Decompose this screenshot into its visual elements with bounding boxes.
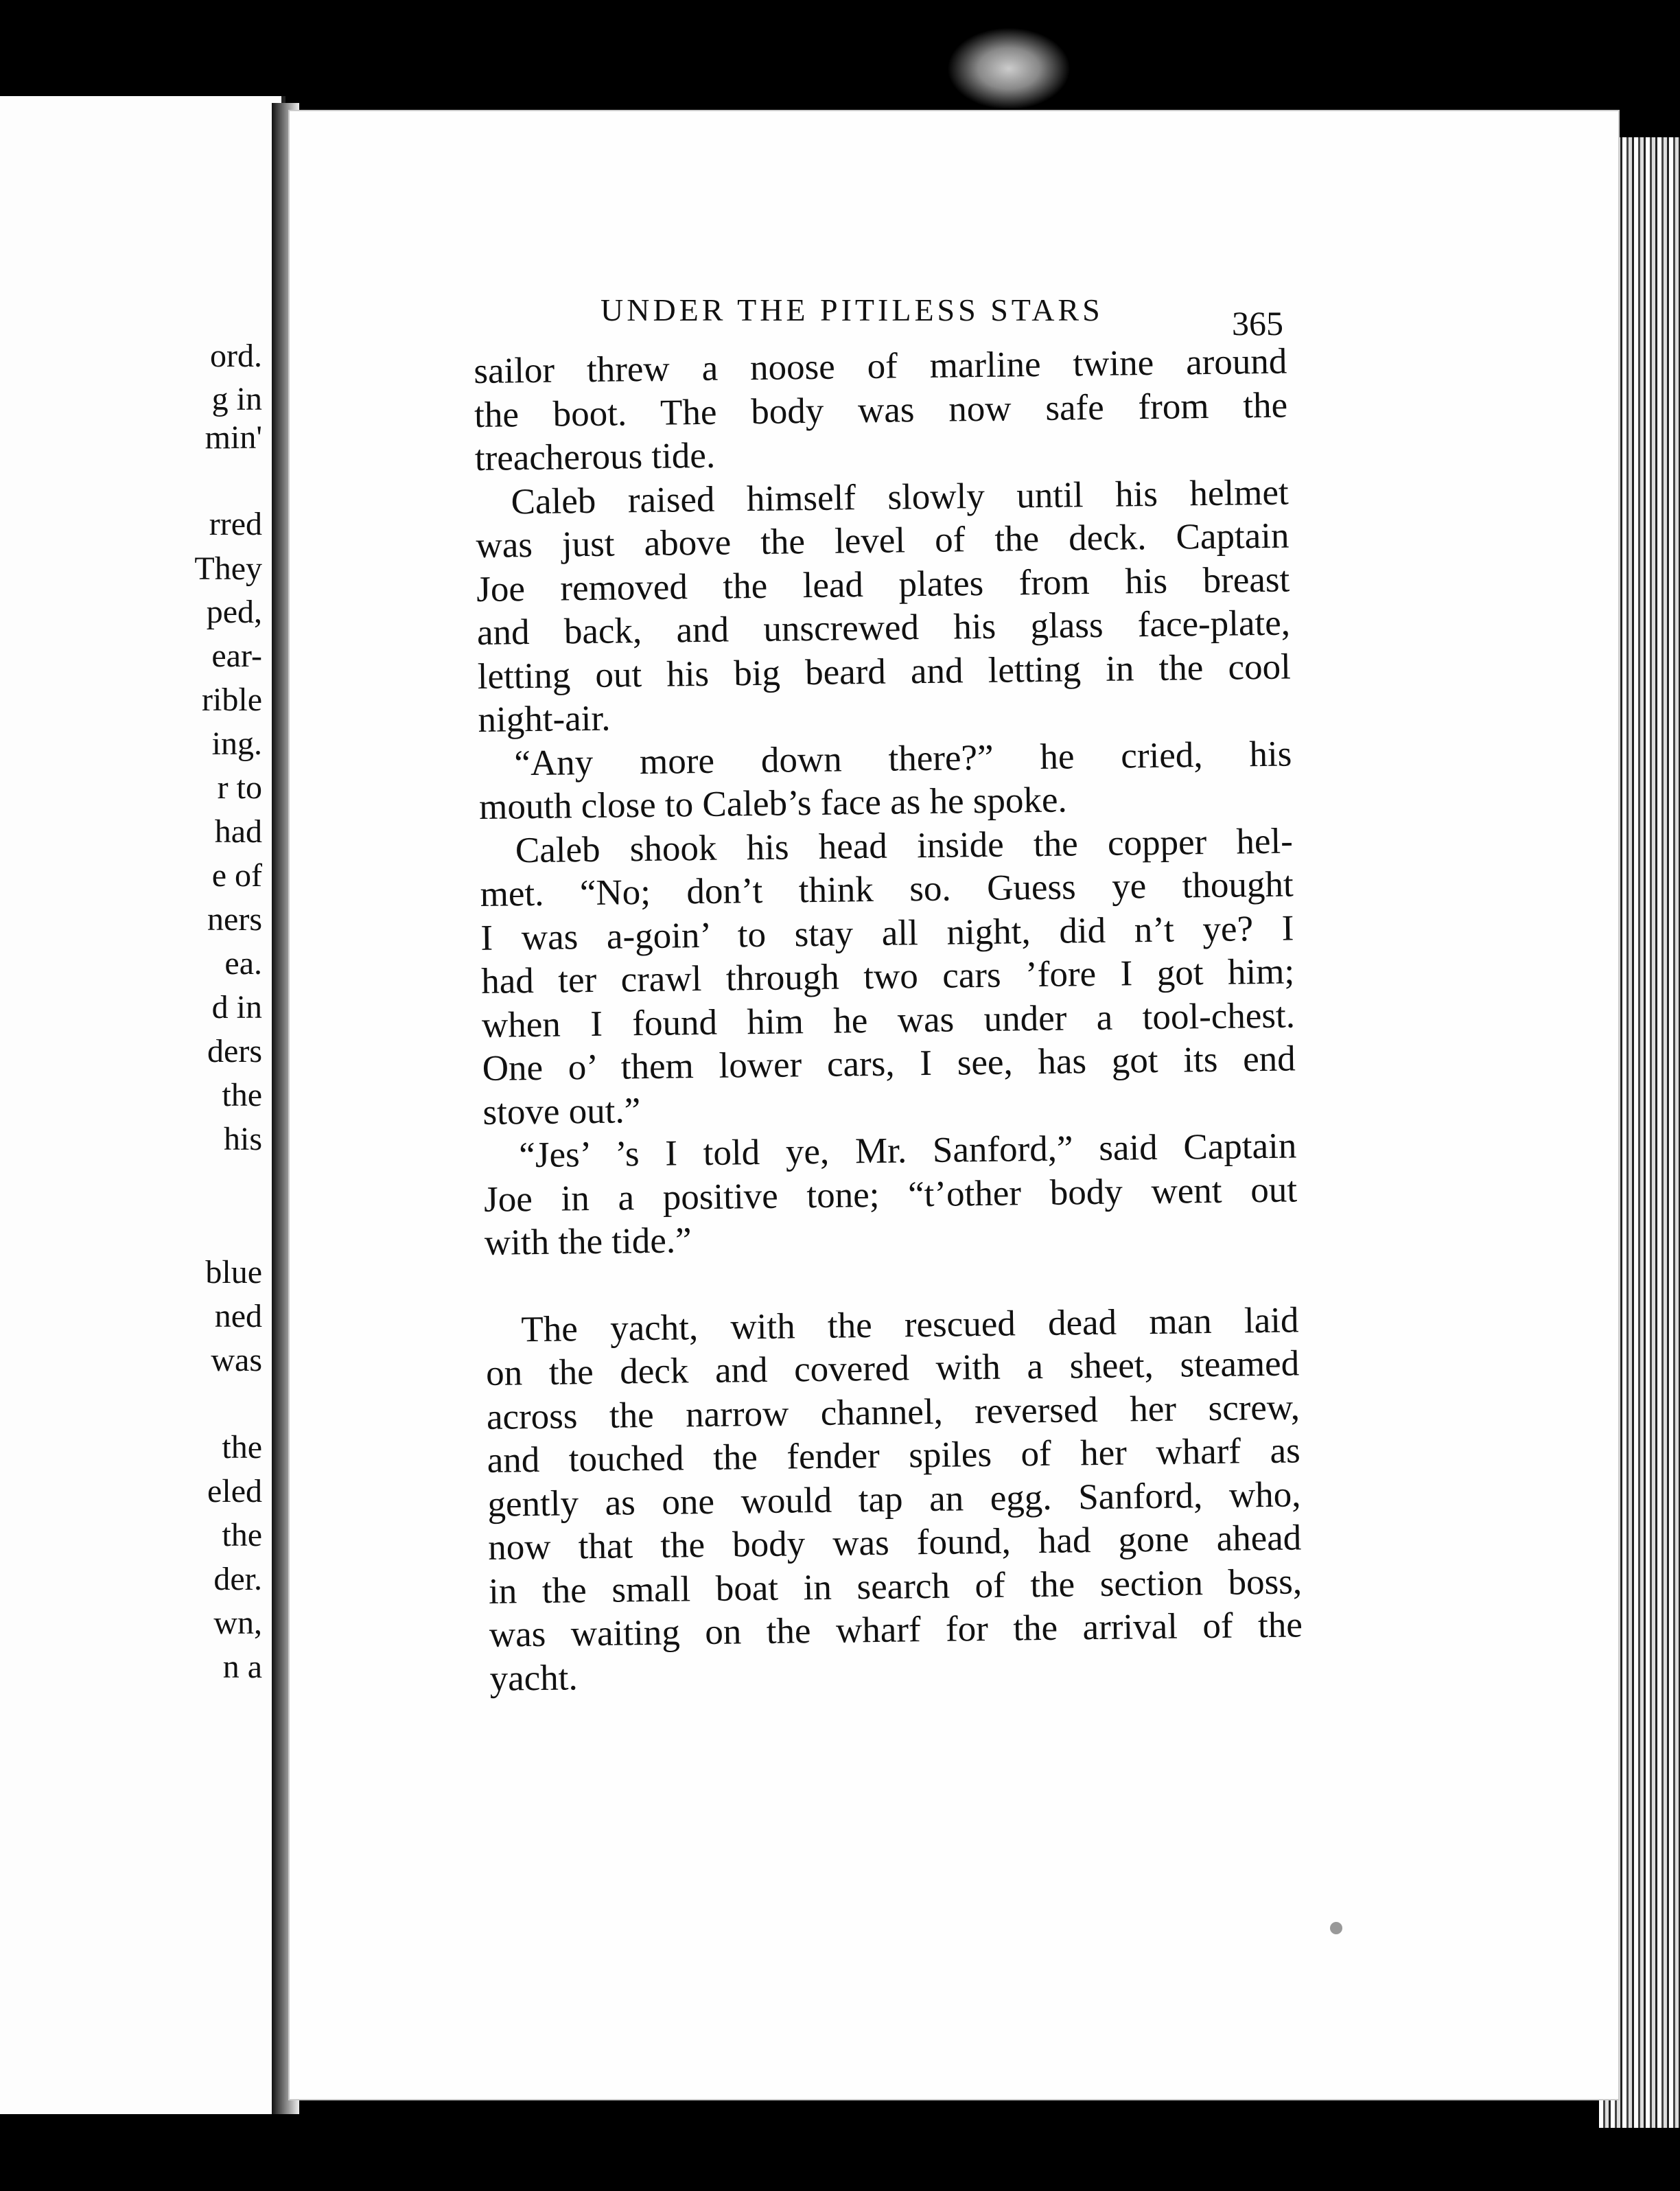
- text-line: and touched the fender spiles of her wharf as: [487, 1430, 1301, 1481]
- left-fragment: blue: [205, 1254, 262, 1290]
- body-text: [474, 340, 1303, 1701]
- left-fragment: the: [222, 1077, 262, 1113]
- text-line: night-air.: [478, 698, 611, 740]
- left-fragment: They: [194, 550, 262, 587]
- text-line: with the tide.”: [484, 1220, 692, 1263]
- page-number: 365: [1232, 304, 1283, 343]
- text-line: letting out his big beard and letting in the cool: [477, 646, 1292, 697]
- left-fragment: his: [223, 1121, 262, 1157]
- left-fragment: ners: [207, 901, 262, 938]
- text-line: I was a-goin’ to stay all night, did n’t ye? I: [480, 907, 1294, 958]
- text-line: mouth close to Caleb’s face as he spoke.: [478, 780, 1068, 827]
- left-fragment: ned: [214, 1298, 262, 1334]
- left-fragment: wn,: [213, 1605, 262, 1641]
- text-line: Joe removed the lead plates from his breast: [476, 559, 1290, 610]
- left-fragment: ing.: [211, 726, 262, 762]
- left-fragment: the: [222, 1517, 262, 1553]
- left-fragment: r to: [217, 769, 262, 806]
- left-fragment: the: [222, 1429, 262, 1465]
- left-fragment: rible: [202, 682, 262, 718]
- text-line: the boot. The body was now safe from the: [474, 385, 1288, 435]
- text-line: when I found him he was under a tool-chest.: [481, 995, 1296, 1045]
- text-line: Caleb raised himself slowly until his helmet: [511, 472, 1289, 522]
- left-fragment: was: [211, 1342, 262, 1378]
- left-fragment: had: [214, 813, 262, 850]
- left-fragment: n a: [222, 1649, 262, 1685]
- text-line: gently as one would tap an egg. Sanford, who,: [487, 1474, 1301, 1525]
- left-fragment: g in: [211, 381, 262, 417]
- text-line: across the narrow channel, reversed her screw,: [486, 1387, 1300, 1437]
- text-line: “Any more down there?” he cried, his: [514, 733, 1292, 783]
- left-fragment: ord.: [210, 338, 262, 374]
- paper-speck: [1330, 1922, 1342, 1934]
- paper-blemish: [947, 27, 1071, 110]
- text-line: Joe in a positive tone; “t’other body went out: [483, 1169, 1298, 1220]
- text-line: Caleb shook his head inside the copper hel-: [515, 820, 1294, 870]
- left-fragment: rred: [209, 506, 262, 542]
- text-line: had ter crawl through two cars ’fore I got him;: [480, 951, 1295, 1001]
- text-line: in the small boat in search of the section boss,: [488, 1561, 1303, 1612]
- left-fragment: d in: [211, 989, 262, 1025]
- left-fragment: ea.: [224, 945, 262, 982]
- text-line: was waiting on the wharf for the arrival of the: [489, 1605, 1303, 1655]
- left-fragment: ders: [207, 1033, 262, 1069]
- text-line: The yacht, with the rescued dead man laid: [521, 1299, 1299, 1349]
- text-line: treacherous tide.: [474, 435, 716, 478]
- text-line: met. “No; don’t think so. Guess ye thought: [480, 864, 1294, 914]
- left-fragment: min': [205, 419, 262, 456]
- text-line: now that the body was found, had gone ahead: [487, 1518, 1302, 1568]
- left-fragment: eled: [207, 1473, 262, 1509]
- text-line: stove out.”: [482, 1090, 641, 1133]
- left-fragment: e of: [211, 857, 262, 894]
- text-line: “Jes’ ’s I told ye, Mr. Sanford,” said Captain: [518, 1126, 1297, 1176]
- text-line: sailor threw a noose of marline twine around: [474, 341, 1287, 391]
- left-fragment: ear-: [211, 638, 262, 674]
- left-fragment: ped,: [206, 594, 262, 630]
- text-line: was just above the level of the deck. Captain: [476, 515, 1290, 566]
- left-page: [0, 96, 285, 2114]
- left-fragment: der.: [213, 1561, 262, 1597]
- text-line: on the deck and covered with a sheet, steamed: [485, 1343, 1300, 1393]
- running-head: UNDER THE PITILESS STARS: [600, 292, 1104, 327]
- text-line: yacht.: [489, 1657, 579, 1699]
- text-line: and back, and unscrewed his glass face-plate,: [476, 603, 1291, 653]
- text-line: One o’ them lower cars, I see, has got its end: [482, 1039, 1296, 1089]
